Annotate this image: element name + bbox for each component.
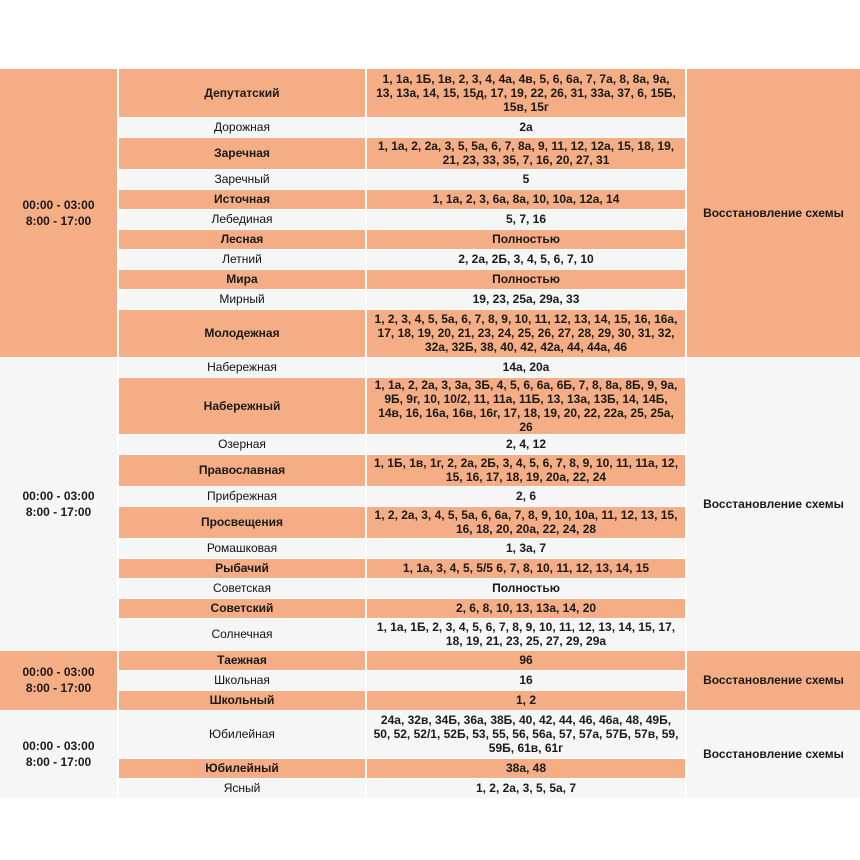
street-cell: Таежная xyxy=(118,650,366,670)
street-cell: Дорожная xyxy=(118,117,366,137)
houses-cell: 2, 6 xyxy=(366,486,686,506)
street-cell: Православная xyxy=(118,454,366,486)
street-cell: Источная xyxy=(118,189,366,209)
time-window-cell: 00:00 - 03:00 8:00 - 17:00 xyxy=(0,710,118,798)
houses-cell: 1, 1Б, 1в, 1г, 2, 2а, 2Б, 3, 4, 5, 6, 7, 8, 9, 10, 11, 11а, 12, 15, 16, 17, 18, 19, 20а, 22, 24 xyxy=(366,454,686,486)
outage-schedule-table xyxy=(0,69,860,799)
street-cell: Озерная xyxy=(118,434,366,454)
table-row xyxy=(0,357,860,377)
street-cell: Заречный xyxy=(118,169,366,189)
table-row xyxy=(0,650,860,670)
houses-cell: 2, 4, 12 xyxy=(366,434,686,454)
street-cell: Юбилейная xyxy=(118,710,366,758)
houses-cell: 1, 2, 2а, 3, 5, 5а, 7 xyxy=(366,778,686,798)
table-row xyxy=(0,710,860,758)
houses-cell: 1, 1а, 3, 4, 5, 5/5 6, 7, 8, 10, 11, 12, 13, 14, 15 xyxy=(366,558,686,578)
street-cell: Солнечная xyxy=(118,618,366,650)
houses-cell: 1, 1а, 2, 2а, 3, 5, 5а, 6, 7, 8а, 9, 11, 12, 12а, 15, 18, 19, 21, 23, 33, 35, 7, 16, 20, 27, 31 xyxy=(366,137,686,169)
street-cell: Просвещения xyxy=(118,506,366,538)
time-window-cell: 00:00 - 03:00 8:00 - 17:00 xyxy=(0,69,118,357)
street-cell: Рыбачий xyxy=(118,558,366,578)
houses-cell: 1, 2, 3, 4, 5, 5а, 6, 7, 8, 9, 10, 11, 12, 13, 14, 15, 16, 16а, 17, 18, 19, 20, 21, 23, 24, 25, 26, 27, 28, 29, 30, 31, 32, 32а, 32Б, 38, 40, 42, 42а, 44, 44а, 46 xyxy=(366,309,686,357)
houses-cell: Полностью xyxy=(366,269,686,289)
houses-cell: 5 xyxy=(366,169,686,189)
street-cell: Школьная xyxy=(118,670,366,690)
table-row xyxy=(0,69,860,117)
houses-cell: 2, 6, 8, 10, 13, 13а, 14, 20 xyxy=(366,598,686,618)
street-cell: Мирный xyxy=(118,289,366,309)
houses-cell: 16 xyxy=(366,670,686,690)
street-cell: Советский xyxy=(118,598,366,618)
street-cell: Лесная xyxy=(118,229,366,249)
street-cell: Мира xyxy=(118,269,366,289)
houses-cell: 38а, 48 xyxy=(366,758,686,778)
houses-cell: 19, 23, 25а, 29а, 33 xyxy=(366,289,686,309)
street-cell: Молодежная xyxy=(118,309,366,357)
street-cell: Заречная xyxy=(118,137,366,169)
houses-cell: 1, 2 xyxy=(366,690,686,710)
street-cell: Советская xyxy=(118,578,366,598)
work-type-cell: Восстановление схемы xyxy=(686,650,860,710)
houses-cell: Полностью xyxy=(366,229,686,249)
street-cell: Лебединая xyxy=(118,209,366,229)
street-cell: Школьный xyxy=(118,690,366,710)
street-cell: Юбилейный xyxy=(118,758,366,778)
work-type-cell: Восстановление схемы xyxy=(686,357,860,650)
work-type-cell: Восстановление схемы xyxy=(686,710,860,798)
houses-cell: 1, 1а, 1Б, 1в, 2, 3, 4, 4а, 4в, 5, 6, 6а, 7, 7а, 8, 8а, 9а, 13, 13а, 14, 15, 15д, 17, 19, 22, 26, 31, 33а, 37, 6, 15Б, 15в, 15г xyxy=(366,69,686,117)
houses-cell: 14а, 20а xyxy=(366,357,686,377)
houses-cell: 1, 1а, 2, 2а, 3, 3а, 3Б, 4, 5, 6, 6а, 6Б, 7, 8, 8а, 8Б, 9, 9а, 9Б, 9г, 10, 10/2, 11, 11а, 11Б, 13, 13а, 13Б, 14, 14Б, 14в, 16, 16а, 16в, 16г, 17, 18, 19, 20, 22, 22а, 25, 25а, 26 xyxy=(366,377,686,434)
time-window-cell: 00:00 - 03:00 8:00 - 17:00 xyxy=(0,650,118,710)
time-window-cell: 00:00 - 03:00 8:00 - 17:00 xyxy=(0,357,118,650)
street-cell: Ромашковая xyxy=(118,538,366,558)
houses-cell: Полностью xyxy=(366,578,686,598)
houses-cell: 2а xyxy=(366,117,686,137)
houses-cell: 1, 2, 2а, 3, 4, 5, 5а, 6, 6а, 7, 8, 9, 10, 10а, 11, 12, 13, 15, 16, 18, 20, 20а, 22, 24, 28 xyxy=(366,506,686,538)
houses-cell: 1, 1а, 1Б, 2, 3, 4, 5, 6, 7, 8, 9, 10, 11, 12, 13, 14, 15, 17, 18, 19, 21, 23, 25, 27, 29, 29а xyxy=(366,618,686,650)
work-type-cell: Восстановление схемы xyxy=(686,69,860,357)
houses-cell: 5, 7, 16 xyxy=(366,209,686,229)
houses-cell: 96 xyxy=(366,650,686,670)
street-cell: Летний xyxy=(118,249,366,269)
street-cell: Набережная xyxy=(118,357,366,377)
houses-cell: 1, 1а, 2, 3, 6а, 8а, 10, 10а, 12а, 14 xyxy=(366,189,686,209)
houses-cell: 24а, 32в, 34Б, 36а, 38Б, 40, 42, 44, 46, 46а, 48, 49Б, 50, 52, 52/1, 52Б, 53, 55, 56, 56а, 57, 57а, 57Б, 57в, 59, 59Б, 61в, 61г xyxy=(366,710,686,758)
street-cell: Ясный xyxy=(118,778,366,798)
houses-cell: 1, 3а, 7 xyxy=(366,538,686,558)
street-cell: Набережный xyxy=(118,377,366,434)
street-cell: Прибрежная xyxy=(118,486,366,506)
street-cell: Депутатский xyxy=(118,69,366,117)
houses-cell: 2, 2а, 2Б, 3, 4, 5, 6, 7, 10 xyxy=(366,249,686,269)
